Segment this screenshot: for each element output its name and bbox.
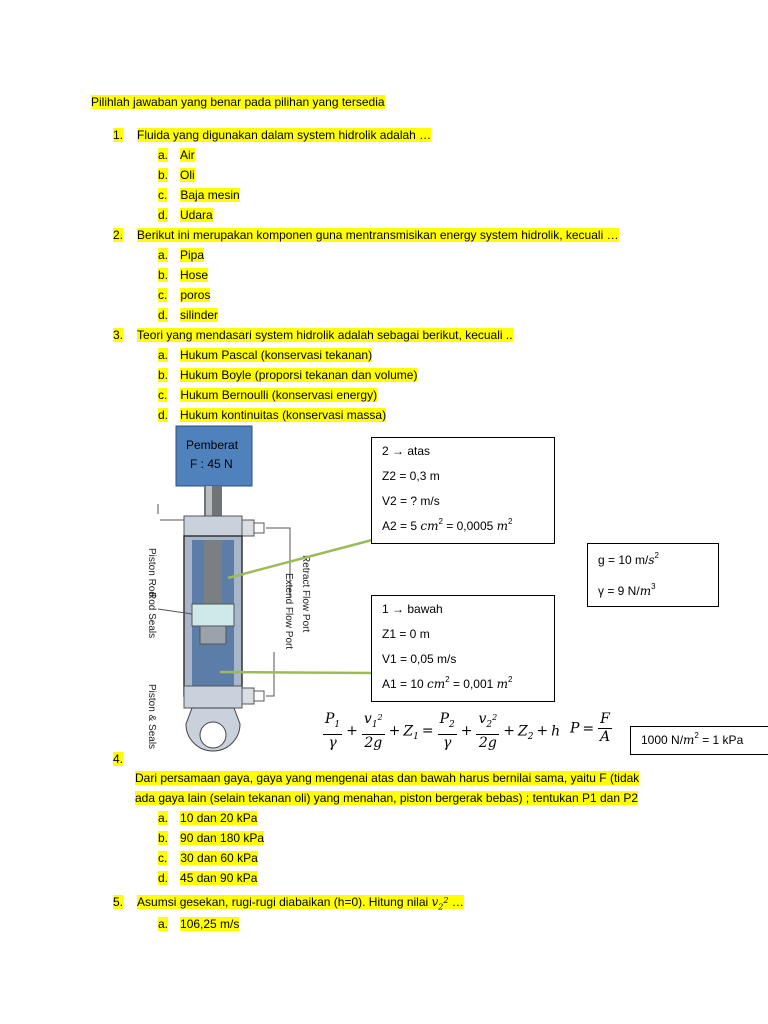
question-4-text-1: Dari persamaan gaya, gaya yang mengenai atas dan bawah harus bernilai sama, yaitu F (tidak bbox=[135, 771, 640, 785]
question-text: Asumsi gesekan, rugi-rugi diabaikan (h=0). Hitung nilai bbox=[137, 895, 429, 909]
option-1a: a. Air bbox=[158, 148, 195, 162]
piston-rod-label: Piston Rod bbox=[146, 548, 157, 597]
question-2: 2. Berikut ini merupakan komponen guna mentransmisikan energy system hidrolik, kecuali … bbox=[113, 228, 619, 242]
option-2a: a. Pipa bbox=[158, 248, 205, 262]
option-3d: d. Hukum kontinuitas (konservasi massa) bbox=[158, 408, 387, 422]
box-bottom-state: 1 → bawah Z1 = 0 m V1 = 0,05 m/s A1 = 10 $cm^2 = 0,001$ $m^2$ bbox=[371, 595, 555, 702]
question-text: Berikut ini merupakan komponen guna mentransmisikan energy system hidrolik, kecuali … bbox=[137, 228, 619, 242]
option-5a: a. 106,25 m/s bbox=[158, 917, 240, 931]
option-2c: c. poros bbox=[158, 288, 211, 302]
pressure-equation: P = $\frac{F}{A}$ bbox=[570, 711, 611, 745]
option-4b: b. 90 dan 180 kPa bbox=[158, 831, 265, 845]
option-4a: a. 10 dan 20 kPa bbox=[158, 811, 258, 825]
question-5: 5. Asumsi gesekan, rugi-rugi diabaikan (h=0). Hitung nilai $v_2^2$ … bbox=[113, 895, 464, 912]
question-text: Teori yang mendasari system hidrolik adalah sebagai berikut, kecuali .. bbox=[137, 328, 513, 342]
extend-port-label: Extend Flow Port bbox=[283, 573, 294, 650]
piston-seals-label: Piston & Seals bbox=[146, 684, 157, 750]
question-4-text-2: ada gaya lain (selain tekanan oli) yang menahan, piston bergerak bebas) ; tentukan P1 dan P2 bbox=[135, 791, 639, 805]
option-4c: c. 30 dan 60 kPa bbox=[158, 851, 258, 865]
instruction-text: Pilihlah jawaban yang benar pada pilihan yang tersedia bbox=[91, 95, 385, 109]
box-top-state: 2 → atas Z2 = 0,3 m V2 = ? m/s A2 = 5 $cm^2 = 0,0005$ $m^2$ bbox=[371, 437, 555, 544]
box-constants: g = 10 $m/s^2$ γ = 9 $N/m^3$ bbox=[587, 543, 719, 607]
option-2d: d. silinder bbox=[158, 308, 219, 322]
question-text: Fluida yang digunakan dalam system hidrolik adalah … bbox=[137, 128, 432, 142]
question-3: 3. Teori yang mendasari system hidrolik adalah sebagai berikut, kecuali .. bbox=[113, 328, 513, 342]
option-3c: c. Hukum Bernoulli (konservasi energy) bbox=[158, 388, 378, 402]
question-4: 4. bbox=[113, 752, 124, 766]
weight-label-2: F : 45 N bbox=[190, 457, 233, 471]
question-number: 1. bbox=[113, 128, 124, 142]
option-1b: b. Oli bbox=[158, 168, 195, 182]
option-4d: d. 45 dan 90 kPa bbox=[158, 871, 258, 885]
option-3b: b. Hukum Boyle (proporsi tekanan dan volume) bbox=[158, 368, 418, 382]
retract-port-label: Retract Flow Port bbox=[300, 555, 311, 633]
v2-squared: $v_2^2$ bbox=[431, 895, 449, 912]
option-1c: c. Baja mesin bbox=[158, 188, 240, 202]
option-2b: b. Hose bbox=[158, 268, 209, 282]
option-3a: a. Hukum Pascal (konservasi tekanan) bbox=[158, 348, 373, 362]
rod-seals-label: Rod Seals bbox=[146, 592, 157, 639]
weight-label-1: Pemberat bbox=[186, 438, 239, 452]
bernoulli-equation: $\frac{P_1}{\gamma}$ + $\frac{v_1^2}{2g}$ + $Z_1$ = $\frac{P_2}{\gamma}$ + $\frac{v_2^2}{2g}$ + $Z_2 + h$ bbox=[325, 711, 561, 751]
box-unit: 1000 $N/m^2 = 1$ kPa bbox=[630, 726, 768, 755]
option-1d: d. Udara bbox=[158, 208, 213, 222]
